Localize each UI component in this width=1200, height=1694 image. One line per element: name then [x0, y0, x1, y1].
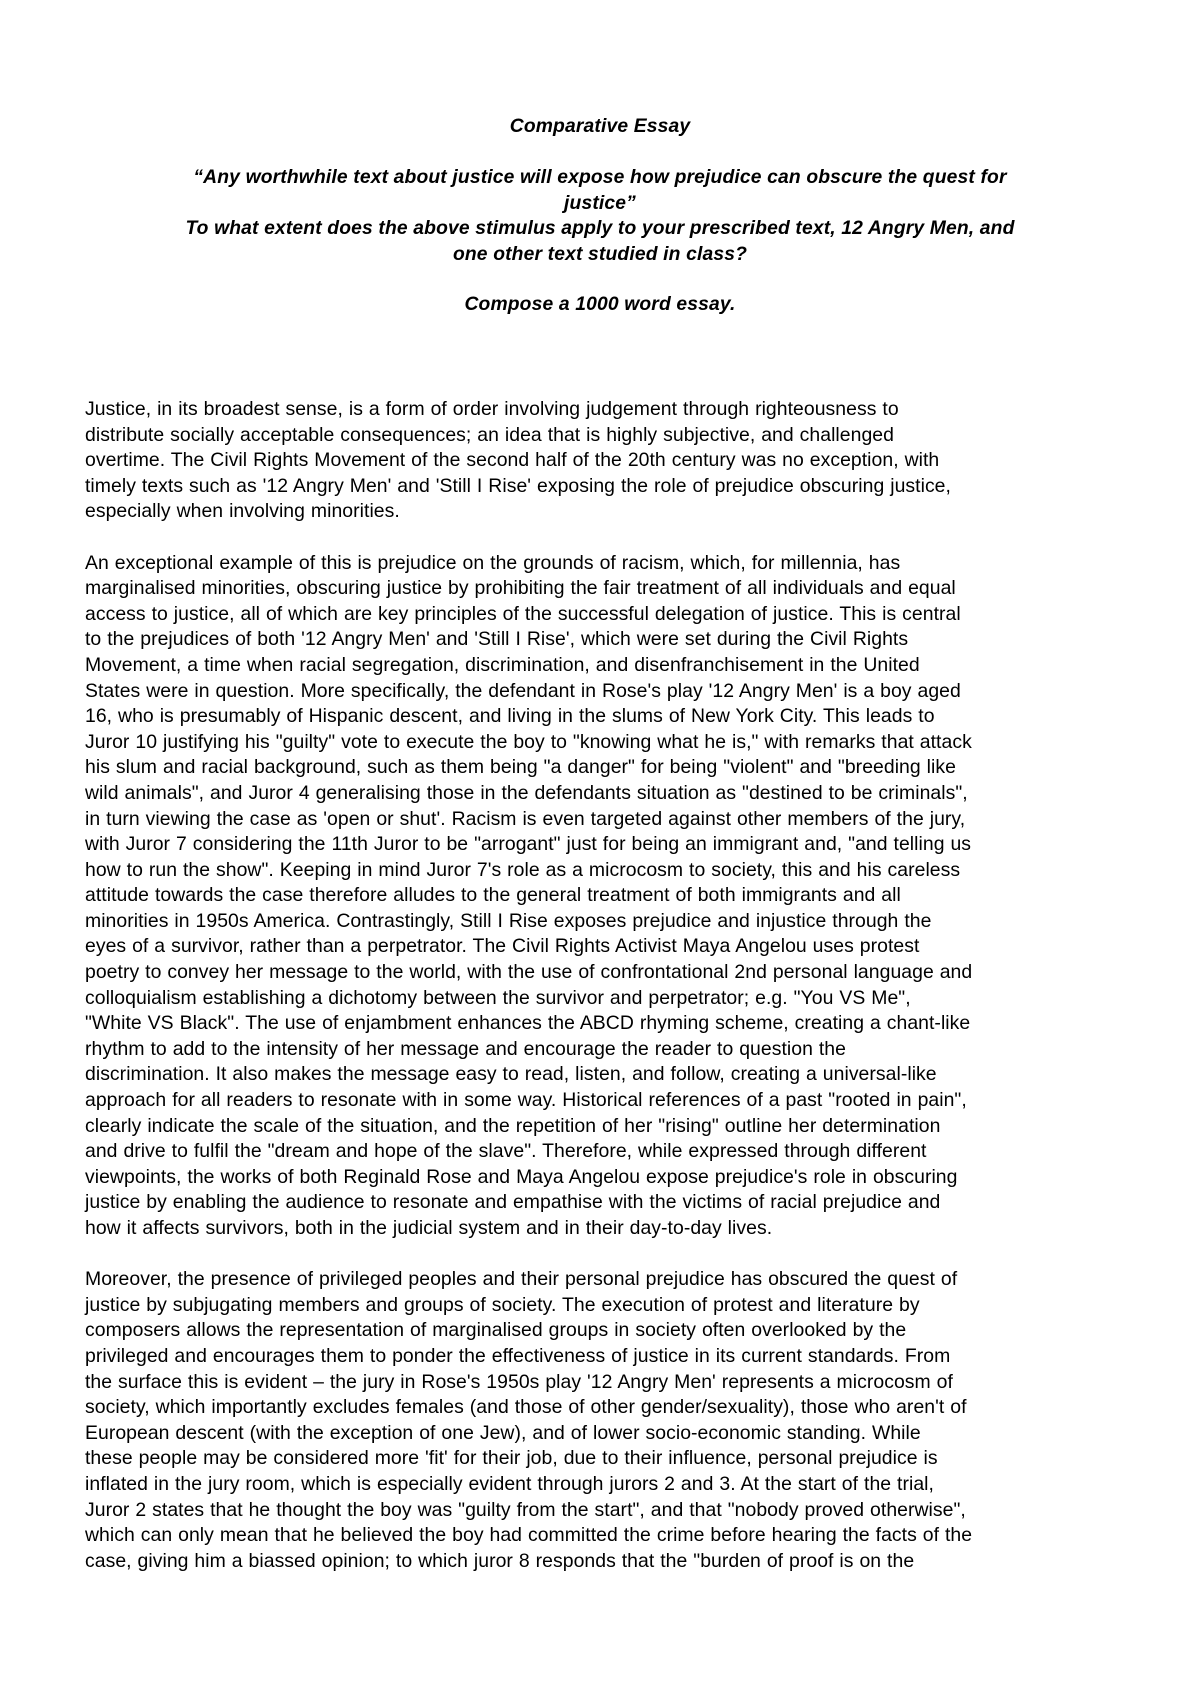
paragraph-line: timely texts such as '12 Angry Men' and 'Still I Rise' exposing the role of prejudice obscuring justice, — [85, 474, 951, 497]
paragraph-line: viewpoints, the works of both Reginald Rose and Maya Angelou expose prejudice's role in obscuring — [85, 1165, 958, 1188]
paragraph-line: eyes of a survivor, rather than a perpetrator. The Civil Rights Activist Maya Angelou uses protest — [85, 935, 920, 958]
paragraph-line: and drive to fulfil the "dream and hope of the slave". Therefore, while expressed through different — [85, 1140, 927, 1163]
paragraph-line: poetry to convey her message to the world, with the use of confrontational 2nd personal language and — [85, 961, 973, 984]
paragraph-line: overtime. The Civil Rights Movement of the second half of the 20th century was no exception, with — [85, 449, 940, 472]
essay-title: Comparative Essay — [509, 116, 691, 137]
paragraph-line: to the prejudices of both '12 Angry Men' and 'Still I Rise', which were set during the Civil Rights — [85, 628, 909, 651]
paragraph-line: the surface this is evident – the jury in Rose's 1950s play '12 Angry Men' represents a microcosm of — [85, 1370, 953, 1393]
paragraph-line: rhythm to add to the intensity of her message and encourage the reader to question the — [85, 1037, 846, 1060]
paragraph-line: justice by subjugating members and groups of society. The execution of protest and literature by — [85, 1293, 920, 1316]
essay-paragraph — [85, 397, 1105, 525]
paragraph-line: how it affects survivors, both in the judicial system and in their day-to-day lives. — [85, 1217, 773, 1239]
essay-header — [85, 114, 1115, 318]
paragraph-line: these people may be considered more 'fit' for their job, due to their influence, personal prejudice is — [85, 1447, 938, 1470]
paragraph-line: case, giving him a biassed opinion; to which juror 8 responds that the "burden of proof is on the — [85, 1549, 915, 1572]
paragraph-line: Movement, a time when racial segregation, discrimination, and disenfranchisement in the United — [85, 653, 920, 676]
paragraph-line: attitude towards the case therefore alludes to the general treatment of both immigrants and all — [85, 884, 901, 907]
paragraph-line: composers allows the representation of marginalised groups in society often overlooked by the — [85, 1319, 907, 1342]
prompt-question-line: To what extent does the above stimulus apply to your prescribed text, 12 Angry Men, and — [185, 218, 1015, 239]
paragraph-line: his slum and racial background, such as them being "a danger" for being "violent" and "breeding like — [85, 756, 956, 779]
paragraph-line: States were in question. More specifically, the defendant in Rose's play '12 Angry Men' is a boy aged — [85, 679, 961, 702]
paragraph-line: Justice, in its broadest sense, is a form of order involving judgement through righteousness to — [85, 398, 899, 420]
paragraph-line: privileged and encourages them to ponder the effectiveness of justice in its current standards. From — [85, 1344, 951, 1367]
paragraph-line: colloquialism establishing a dichotomy between the survivor and perpetrator; e.g. "You VS Me", — [85, 986, 911, 1009]
header-spacer — [85, 140, 1115, 166]
essay-instruction: Compose a 1000 word essay. — [464, 294, 736, 315]
paragraph-line: approach for all readers to resonate with in some way. Historical references of a past "rooted in pain", — [85, 1089, 967, 1112]
paragraph-line: discrimination. It also makes the message easy to read, listen, and follow, creating a universal-like — [85, 1063, 937, 1086]
paragraph-line: distribute socially acceptable consequences; an idea that is highly subjective, and challenged — [85, 423, 894, 446]
paragraph-line: "White VS Black". The use of enjambment enhances the ABCD rhyming scheme, creating a chant-like — [85, 1012, 971, 1035]
paragraph-line: which can only mean that he believed the boy had committed the crime before hearing the facts of the — [85, 1524, 973, 1547]
paragraph-line: inflated in the jury room, which is especially evident through jurors 2 and 3. At the start of the trial, — [85, 1472, 934, 1495]
paragraph-line: Juror 2 states that he thought the boy was "guilty from the start", and that "nobody proved otherwise", — [85, 1498, 966, 1521]
paragraph-line: clearly indicate the scale of the situation, and the repetition of her "rising" outline her determination — [85, 1114, 941, 1137]
essay-paragraph — [85, 551, 1105, 1242]
paragraph-line: marginalised minorities, obscuring justice by prohibiting the fair treatment of all individuals and equal — [85, 577, 956, 600]
prompt-quote-line: justice” — [564, 192, 636, 214]
paragraph-line: society, which importantly excludes females (and those of other gender/sexuality), those who aren't of — [85, 1396, 967, 1419]
paragraph-line: especially when involving minorities. — [85, 500, 400, 523]
paragraph-line: how to run the show". Keeping in mind Juror 7's role as a microcosm to society, this and his careless — [85, 858, 961, 881]
paragraph-line: European descent (with the exception of one Jew), and of lower socio-economic standing. While — [85, 1421, 921, 1444]
paragraph-line: in turn viewing the case as 'open or shut'. Racism is even targeted against other members of the jury, — [85, 807, 966, 830]
paragraph-line: Juror 10 justifying his "guilty" vote to execute the boy to "knowing what he is," with remarks that attack — [85, 730, 972, 753]
paragraph-line: An exceptional example of this is prejudice on the grounds of racism, which, for millennia, has — [85, 551, 901, 574]
header-spacer — [85, 267, 1115, 292]
paragraph-line: with Juror 7 considering the 11th Juror to be "arrogant" just for being an immigrant and, "and telling us — [85, 833, 972, 856]
essay-paragraph — [85, 1267, 1105, 1574]
essay-body — [85, 397, 1105, 1600]
prompt-question-line: one other text studied in class? — [452, 243, 748, 265]
paragraph-line: minorities in 1950s America. Contrastingly, Still I Rise exposes prejudice and injustice through the — [85, 909, 932, 932]
paragraph-line: wild animals", and Juror 4 generalising those in the defendants situation as "destined to be criminals", — [85, 781, 968, 804]
paragraph-line: justice by enabling the audience to resonate and empathise with the victims of racial prejudice and — [85, 1191, 941, 1214]
prompt-quote-line: “Any worthwhile text about justice will expose how prejudice can obscure the quest for — [193, 167, 1007, 188]
paragraph-line: access to justice, all of which are key principles of the successful delegation of justice. This is central — [85, 602, 961, 625]
paragraph-line: Moreover, the presence of privileged peoples and their personal prejudice has obscured the quest of — [85, 1268, 958, 1291]
paragraph-line: 16, who is presumably of Hispanic descent, and living in the slums of New York City. This leads to — [85, 705, 935, 728]
